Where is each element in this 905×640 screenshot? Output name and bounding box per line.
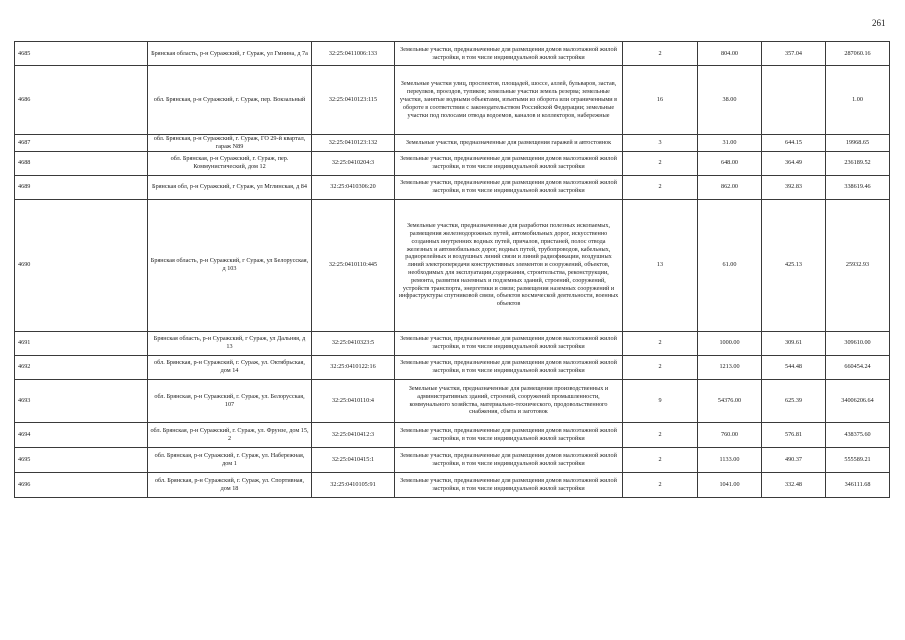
specific-value-cell: 490.37 bbox=[762, 447, 826, 472]
cadastral-value-table bbox=[14, 41, 890, 498]
group-code-cell: 2 bbox=[623, 422, 698, 447]
table-row bbox=[15, 472, 890, 497]
specific-value-cell: 425.13 bbox=[762, 199, 826, 331]
land-use-cell: Земельные участки, предназначенные для размещения домов малоэтажной жилой застройки, в том числе индивидуальной жилой застройки bbox=[395, 472, 623, 497]
row-number-cell: 4689 bbox=[15, 175, 148, 199]
row-number-cell: 4687 bbox=[15, 135, 148, 152]
cadastral-number-cell: 32:25:0410105:91 bbox=[312, 472, 395, 497]
land-use-cell: Земельные участки, предназначенные для размещения домов малоэтажной жилой застройки, в том числе индивидуальной жилой застройки bbox=[395, 42, 623, 66]
land-use-cell: Земельные участки, предназначенные для размещения домов малоэтажной жилой застройки, в том числе индивидуальной жилой застройки bbox=[395, 175, 623, 199]
specific-value-cell: 364.49 bbox=[762, 151, 826, 175]
cadastral-value-cell: 19968.65 bbox=[826, 135, 890, 152]
area-cell: 1133.00 bbox=[698, 447, 762, 472]
address-cell: обл. Брянская, р-н Суражский, г. Сураж, ул. Фрунзе, дом 15, 2 bbox=[148, 422, 312, 447]
row-number-cell: 4690 bbox=[15, 199, 148, 331]
address-cell: обл. Брянская, р-н Суражский, г. Сураж, ул. Белорусская, 107 bbox=[148, 379, 312, 422]
table-row bbox=[15, 331, 890, 355]
cadastral-number-cell: 32:25:0410412:3 bbox=[312, 422, 395, 447]
land-use-cell: Земельные участки, предназначенные для разработки полезных ископаемых, размещения железнодорожных путей, автомобильных дорог, искусственно созданных внутренних водных путей, причалов, пристаней, полос отвода железных и автомобильных дорог, водных путей, трубопроводов, кабельных, радиорелейных и воздушных линий связи и линий радиофикации, воздушных линий электропередачи конструктивных элементов и сооружений, объектов, необходимых для эксплуатации,содержания, строительства, реконструкции, ремонта, развития наземных и подземных зданий, строений, сооружений, устройств транспорта, энергетики и связи; размещения наземных сооружений и инфраструктуры спутниковой связи, объектов космической деятельности, военных объектов bbox=[395, 199, 623, 331]
area-cell: 54376.00 bbox=[698, 379, 762, 422]
address-cell: обл. Брянская, р-н Суражский, г. Сураж, ГО 29-й квартал, гараж N89 bbox=[148, 135, 312, 152]
address-cell: обл. Брянская, р-н Суражский, г. Сураж, пер. Вокзальный bbox=[148, 66, 312, 135]
cadastral-value-cell: 555589.21 bbox=[826, 447, 890, 472]
specific-value-cell: 392.83 bbox=[762, 175, 826, 199]
row-number-cell: 4691 bbox=[15, 331, 148, 355]
row-number-cell: 4693 bbox=[15, 379, 148, 422]
area-cell: 862.00 bbox=[698, 175, 762, 199]
cadastral-number-cell: 32:25:0410122:16 bbox=[312, 355, 395, 379]
address-cell: обл. Брянская, р-н Суражский, г. Сураж, ул. Октябрьская, дом 14 bbox=[148, 355, 312, 379]
address-cell: обл. Брянская, р-н Суражский, г. Сураж, пер. Коммунистический, дом 12 bbox=[148, 151, 312, 175]
area-cell: 1041.00 bbox=[698, 472, 762, 497]
cadastral-value-cell: 236189.52 bbox=[826, 151, 890, 175]
table-row bbox=[15, 355, 890, 379]
specific-value-cell: 309.61 bbox=[762, 331, 826, 355]
specific-value-cell: 332.48 bbox=[762, 472, 826, 497]
cadastral-value-cell: 287060.16 bbox=[826, 42, 890, 66]
cadastral-number-cell: 32:25:0410110:4 bbox=[312, 379, 395, 422]
address-cell: обл. Брянская, р-н Суражский, г. Сураж, ул. Спортивная, дом 18 bbox=[148, 472, 312, 497]
row-number-cell: 4692 bbox=[15, 355, 148, 379]
group-code-cell: 9 bbox=[623, 379, 698, 422]
group-code-cell: 2 bbox=[623, 151, 698, 175]
cadastral-number-cell: 32:25:0410415:1 bbox=[312, 447, 395, 472]
row-number-cell: 4686 bbox=[15, 66, 148, 135]
area-cell: 61.00 bbox=[698, 199, 762, 331]
cadastral-value-cell: 338619.46 bbox=[826, 175, 890, 199]
cadastral-number-cell: 32:25:0410123:132 bbox=[312, 135, 395, 152]
area-cell: 804.00 bbox=[698, 42, 762, 66]
group-code-cell: 2 bbox=[623, 472, 698, 497]
area-cell: 648.00 bbox=[698, 151, 762, 175]
table-row bbox=[15, 379, 890, 422]
specific-value-cell: 576.81 bbox=[762, 422, 826, 447]
row-number-cell: 4694 bbox=[15, 422, 148, 447]
land-use-cell: Земельные участки, предназначенные для размещения домов малоэтажной жилой застройки, в том числе индивидуальной жилой застройки bbox=[395, 331, 623, 355]
specific-value-cell: 544.48 bbox=[762, 355, 826, 379]
land-use-cell: Земельные участки улиц, проспектов, площадей, шоссе, аллей, бульваров, застав, переулков, проездов, тупиков; земельные участки земель резерва; земельные участки, занятые водными объектами, изъятыми из оборота или ограниченными в обороте в соответствии с законодательством Российской Федерации; земельные участки под полосами отвода водоемов, каналов и коллекторов, набережные bbox=[395, 66, 623, 135]
table-row bbox=[15, 447, 890, 472]
address-cell: Брянская обл, р-н Суражский, г Сураж, ул Мглинская, д 84 bbox=[148, 175, 312, 199]
row-number-cell: 4696 bbox=[15, 472, 148, 497]
table-row bbox=[15, 151, 890, 175]
cadastral-number-cell: 32:25:0410123:115 bbox=[312, 66, 395, 135]
group-code-cell: 2 bbox=[623, 42, 698, 66]
address-cell: обл. Брянская, р-н Суражский, г. Сураж, ул. Набережная, дом 1 bbox=[148, 447, 312, 472]
land-use-cell: Земельные участки, предназначенные для размещения домов малоэтажной жилой застройки, в том числе индивидуальной жилой застройки bbox=[395, 151, 623, 175]
group-code-cell: 3 bbox=[623, 135, 698, 152]
specific-value-cell: 357.04 bbox=[762, 42, 826, 66]
table-row bbox=[15, 199, 890, 331]
specific-value-cell bbox=[762, 66, 826, 135]
land-use-cell: Земельные участки, предназначенные для размещения производственных и административных зданий, строений, сооружений промышленности, коммунального хозяйства, материально-технического, продовольственного снабжения, сбыта и заготовок bbox=[395, 379, 623, 422]
area-cell: 1213.00 bbox=[698, 355, 762, 379]
cadastral-number-cell: 32:25:0411006:133 bbox=[312, 42, 395, 66]
specific-value-cell: 644.15 bbox=[762, 135, 826, 152]
area-cell: 1000.00 bbox=[698, 331, 762, 355]
address-cell: Брянская область, р-н Суражский, г Сураж, ул Белорусская, д 103 bbox=[148, 199, 312, 331]
address-cell: Брянская область, р-н Суражский, г Сураж, ул Дальняя, д 13 bbox=[148, 331, 312, 355]
row-number-cell: 4688 bbox=[15, 151, 148, 175]
group-code-cell: 13 bbox=[623, 199, 698, 331]
land-use-cell: Земельные участки, предназначенные для размещения домов малоэтажной жилой застройки, в том числе индивидуальной жилой застройки bbox=[395, 447, 623, 472]
area-cell: 38.00 bbox=[698, 66, 762, 135]
table-row bbox=[15, 66, 890, 135]
cadastral-value-cell: 660454.24 bbox=[826, 355, 890, 379]
cadastral-value-cell: 34006206.64 bbox=[826, 379, 890, 422]
cadastral-value-cell: 25932.93 bbox=[826, 199, 890, 331]
land-use-cell: Земельные участки, предназначенные для размещения домов малоэтажной жилой застройки, в том числе индивидуальной жилой застройки bbox=[395, 355, 623, 379]
cadastral-value-cell: 438375.60 bbox=[826, 422, 890, 447]
address-cell: Брянская область, р-н Суражский, г Сураж, ул Гмнина, д 7а bbox=[148, 42, 312, 66]
table-row bbox=[15, 42, 890, 66]
table-row bbox=[15, 175, 890, 199]
cadastral-number-cell: 32:25:0410110:445 bbox=[312, 199, 395, 331]
table-row bbox=[15, 135, 890, 152]
cadastral-number-cell: 32:25:0410306:20 bbox=[312, 175, 395, 199]
land-use-cell: Земельные участки, предназначенные для размещения гаражей и автостоянок bbox=[395, 135, 623, 152]
cadastral-number-cell: 32:25:0410323:5 bbox=[312, 331, 395, 355]
group-code-cell: 2 bbox=[623, 331, 698, 355]
area-cell: 31.00 bbox=[698, 135, 762, 152]
group-code-cell: 16 bbox=[623, 66, 698, 135]
row-number-cell: 4685 bbox=[15, 42, 148, 66]
page-number: 261 bbox=[872, 18, 886, 28]
cadastral-number-cell: 32:25:0410204:3 bbox=[312, 151, 395, 175]
table-row bbox=[15, 422, 890, 447]
land-use-cell: Земельные участки, предназначенные для размещения домов малоэтажной жилой застройки, в том числе индивидуальной жилой застройки bbox=[395, 422, 623, 447]
cadastral-value-cell: 1.00 bbox=[826, 66, 890, 135]
group-code-cell: 2 bbox=[623, 447, 698, 472]
group-code-cell: 2 bbox=[623, 355, 698, 379]
row-number-cell: 4695 bbox=[15, 447, 148, 472]
specific-value-cell: 625.39 bbox=[762, 379, 826, 422]
cadastral-value-cell: 309610.00 bbox=[826, 331, 890, 355]
group-code-cell: 2 bbox=[623, 175, 698, 199]
area-cell: 760.00 bbox=[698, 422, 762, 447]
cadastral-value-cell: 346111.68 bbox=[826, 472, 890, 497]
